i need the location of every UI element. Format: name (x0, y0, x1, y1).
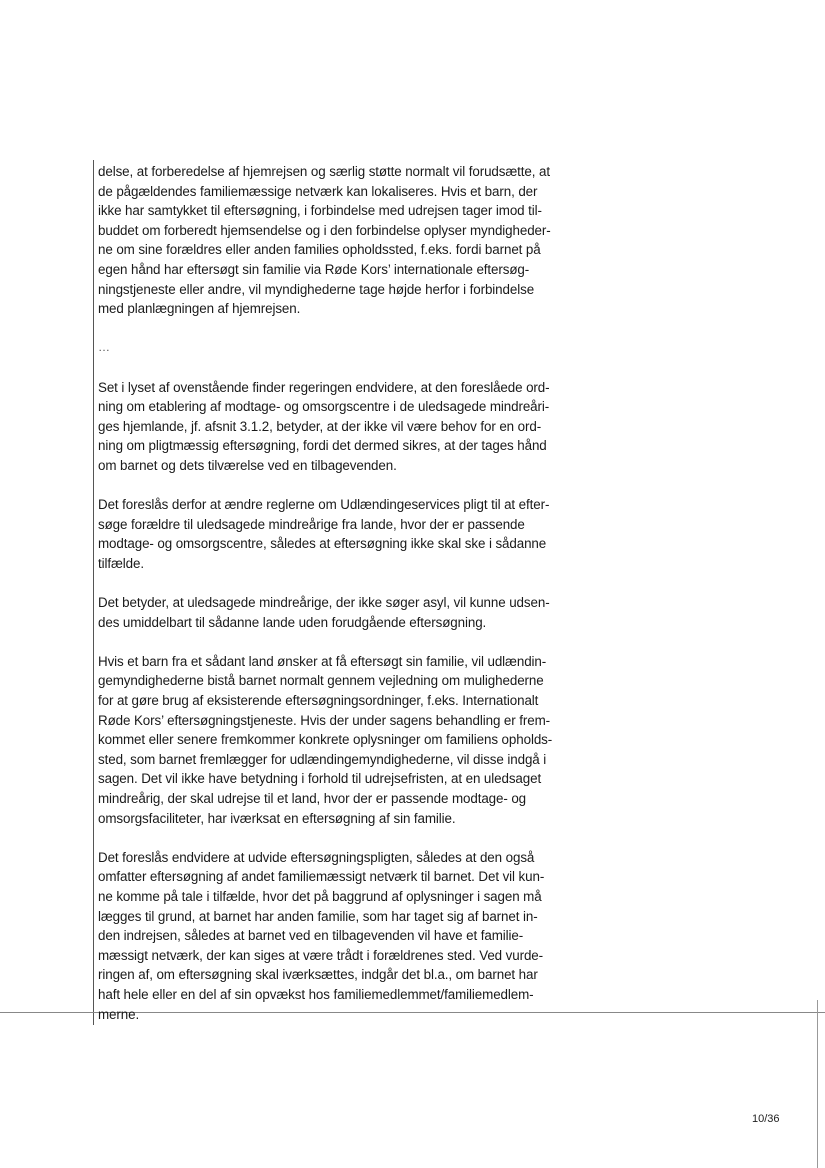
text-line: kommet eller senere fremkommer konkrete oplysninger om familiens opholds- (98, 732, 553, 748)
text-line: den indrejsen, således at barnet ved en tilbagevenden vil have et familie- (98, 928, 524, 944)
text-line: omsorgsfaciliteter, har iværksat en eftersøgning af sin familie. (98, 810, 456, 826)
text-line: sted, som barnet fremlægger for udlændingemyndighederne, vil disse indgå i (98, 751, 547, 767)
text-line: ikke har samtykket til eftersøgning, i forbindelse med udrejsen tager imod til- (98, 203, 542, 219)
text-line: des umiddelbart til sådanne lande uden forudgående eftersøgning. (98, 614, 487, 630)
text-line: for at gøre brug af eksisterende eftersøgningsordninger, f.eks. Internationalt (98, 693, 539, 709)
omission-ellipsis: … (98, 340, 110, 355)
text-line: tilfælde. (98, 555, 144, 571)
paragraph (98, 848, 588, 1024)
text-line: buddet om forberedt hjemsendelse og i den forbindelse oplyser myndigheder- (98, 222, 551, 238)
margin-change-bar (93, 160, 94, 1025)
text-line: Hvis et barn fra et sådant land ønsker at få eftersøgt sin familie, vil udlændin- (98, 653, 547, 669)
text-line: ringen af, om eftersøgning skal iværksættes, indgår det bl.a., om barnet har (98, 967, 538, 983)
paragraph (98, 652, 588, 828)
text-line: ne om sine forældres eller anden families opholdssted, f.eks. fordi barnet på (98, 242, 541, 258)
paragraph (98, 378, 588, 476)
text-line: mindreårig, der skal udrejse til et land, hvor der er passende modtage- og (98, 791, 527, 806)
body-text (98, 162, 588, 1024)
paragraph (98, 593, 588, 632)
text-line: ningstjeneste eller andre, vil myndighederne tage højde herfor i forbindelse (98, 281, 535, 297)
text-line: merne. (98, 1006, 140, 1022)
paragraph (98, 495, 588, 573)
text-line: gemyndighederne bistå barnet normalt gennem vejledning om mulighederne (98, 673, 544, 689)
text-line: Set i lyset af ovenstående finder regeringen endvidere, at den foreslåede ord- (98, 379, 550, 395)
paragraph (98, 162, 588, 319)
text-line: Det foreslås endvidere at udvide eftersøgningspligten, således at den også (98, 849, 535, 865)
text-line: haft hele eller en del af sin opvækst hos familiemedlemmet/familiemedlem- (98, 986, 534, 1002)
text-line: ges hjemlande, jf. afsnit 3.1.2, betyder, at der ikke vil være behov for en ord- (98, 418, 542, 434)
text-line: med planlægningen af hjemrejsen. (98, 301, 301, 317)
text-line: lægges til grund, at barnet har anden familie, som har taget sig af barnet in- (98, 908, 538, 924)
text-line: egen hånd har eftersøgt sin familie via Røde Kors’ internationale eftersøg- (98, 261, 530, 277)
text-line: ne komme på tale i tilfælde, hvor det på baggrund af oplysninger i sagen må (98, 888, 542, 904)
text-line: sagen. Det vil ikke have betydning i forhold til udrejsefristen, at en uledsaget (98, 771, 542, 787)
text-line: de pågældendes familiemæssige netværk kan lokaliseres. Hvis et barn, der (98, 183, 538, 199)
right-edge-line (817, 1000, 818, 1168)
text-line: ning om etablering af modtage- og omsorgscentre i de uledsagede mindreåri- (98, 399, 550, 415)
text-line: modtage- og omsorgscentre, således at eftersøgning ikke skal ske i sådanne (98, 536, 547, 552)
text-line: ning om pligtmæssig eftersøgning, fordi det dermed sikres, at der tages hånd (98, 438, 547, 454)
text-line: om barnet og dets tilværelse ved en tilbagevenden. (98, 457, 397, 473)
text-line: Røde Kors’ eftersøgningstjeneste. Hvis der under sagens behandling er frem- (98, 712, 550, 728)
text-line: Det foreslås derfor at ændre reglerne om Udlændingeservices pligt til at efter- (98, 497, 550, 513)
text-line: delse, at forberedelse af hjemrejsen og særlig støtte normalt vil forudsætte, at (98, 164, 550, 179)
text-line: Det betyder, at uledsagede mindreårige, der ikke søger asyl, vil kunne udsen- (98, 595, 550, 611)
page-number: 10/36 (752, 1113, 780, 1125)
text-line: omfatter eftersøgning af andet familiemæssigt netværk til barnet. Det vil kun- (98, 869, 545, 885)
text-line: søge forældre til uledsagede mindreårige fra lande, hvor der er passende (98, 516, 525, 532)
text-line: mæssigt netværk, der kan siges at være trådt i forældrenes sted. Ved vurde- (98, 947, 544, 963)
